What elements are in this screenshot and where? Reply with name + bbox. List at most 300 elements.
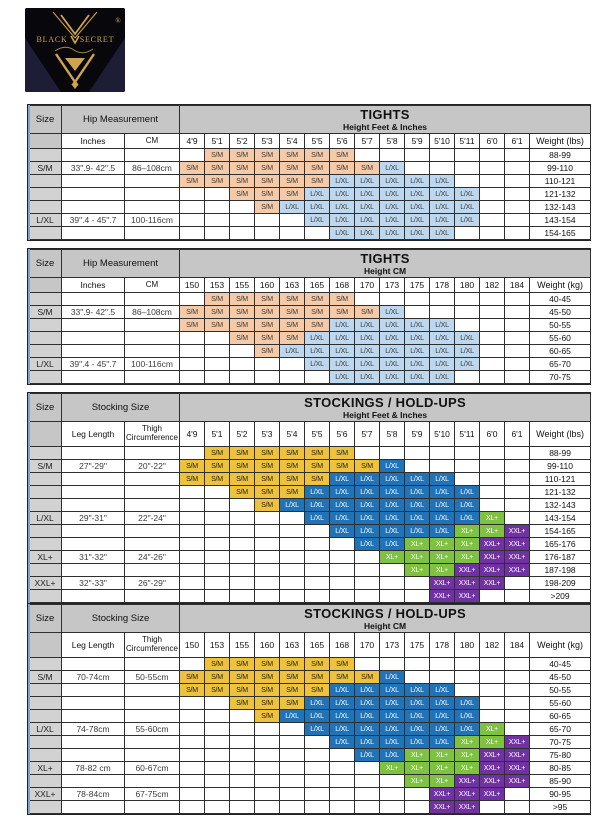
measure-value-cell: 55-60cm — [125, 723, 180, 736]
grid-cell — [505, 447, 530, 460]
grid-cell — [455, 149, 480, 162]
grid-cell: S/M — [280, 149, 305, 162]
measure-value-cell — [62, 697, 125, 710]
table-title-block — [180, 605, 591, 633]
grid-cell: S/M — [280, 293, 305, 306]
grid-cell — [205, 486, 230, 499]
grid-cell: S/M — [180, 473, 205, 486]
grid-cell: XXL+ — [455, 564, 480, 577]
grid-cell: L/XL — [355, 512, 380, 525]
measure-value-cell: 86–108cm — [125, 162, 180, 175]
grid-cell — [180, 345, 205, 358]
measure-value-cell: 33".9- 42".5 — [62, 162, 125, 175]
grid-cell: L/XL — [455, 345, 480, 358]
weight-value-cell: 40-45 — [530, 293, 591, 306]
grid-cell: S/M — [205, 293, 230, 306]
height-header: 5'10 — [430, 422, 455, 447]
grid-cell: L/XL — [305, 710, 330, 723]
grid-cell: L/XL — [430, 358, 455, 371]
grid-cell — [230, 201, 255, 214]
grid-cell — [280, 564, 305, 577]
grid-cell — [505, 658, 530, 671]
grid-cell — [355, 293, 380, 306]
grid-cell — [255, 775, 280, 788]
measure-value-cell: 100-116cm — [125, 214, 180, 227]
table-row — [29, 332, 591, 345]
grid-cell — [505, 473, 530, 486]
grid-cell — [180, 762, 205, 775]
grid-cell — [455, 371, 480, 384]
height-header: 5'1 — [205, 422, 230, 447]
grid-cell — [330, 538, 355, 551]
grid-cell — [505, 188, 530, 201]
height-header: 5'9 — [405, 422, 430, 447]
grid-cell — [180, 188, 205, 201]
grid-cell — [430, 460, 455, 473]
grid-cell: L/XL — [380, 486, 405, 499]
grid-cell: L/XL — [455, 512, 480, 525]
table-stockings-cm — [28, 604, 590, 814]
weight-value-cell: 154-165 — [530, 227, 591, 240]
measure-value-cell — [62, 486, 125, 499]
grid-cell — [455, 293, 480, 306]
height-header: 165 — [305, 278, 330, 293]
grid-cell — [455, 473, 480, 486]
grid-cell — [305, 788, 330, 801]
table-title-block — [180, 394, 591, 422]
grid-cell: L/XL — [455, 188, 480, 201]
measure-value-cell: 20"-22" — [125, 460, 180, 473]
measure-value-cell — [125, 473, 180, 486]
grid-cell: L/XL — [330, 319, 355, 332]
table-row — [29, 564, 591, 577]
grid-cell — [255, 214, 280, 227]
size-label-cell — [29, 319, 62, 332]
grid-cell: L/XL — [380, 473, 405, 486]
grid-cell — [180, 801, 205, 814]
weight-value-cell: 40-45 — [530, 658, 591, 671]
grid-cell: S/M — [330, 149, 355, 162]
weight-value-cell: 60-65 — [530, 710, 591, 723]
height-header: 155 — [230, 633, 255, 658]
grid-cell — [230, 358, 255, 371]
grid-cell — [505, 710, 530, 723]
grid-cell: S/M — [255, 306, 280, 319]
grid-cell: XXL+ — [505, 736, 530, 749]
size-label-cell: S/M — [29, 162, 62, 175]
grid-cell: S/M — [180, 671, 205, 684]
height-header: 170 — [355, 633, 380, 658]
grid-cell: S/M — [205, 306, 230, 319]
measure-col-header: CM — [125, 134, 180, 149]
grid-cell — [205, 577, 230, 590]
height-header: 160 — [255, 633, 280, 658]
grid-cell — [230, 345, 255, 358]
measure-value-cell: 31"-32" — [62, 551, 125, 564]
grid-cell: S/M — [255, 293, 280, 306]
grid-cell: S/M — [305, 149, 330, 162]
grid-cell: S/M — [180, 306, 205, 319]
grid-cell — [205, 551, 230, 564]
grid-cell — [480, 684, 505, 697]
size-label-cell — [29, 775, 62, 788]
grid-cell — [505, 512, 530, 525]
grid-cell — [280, 214, 305, 227]
grid-cell: L/XL — [430, 486, 455, 499]
table-row — [29, 175, 591, 188]
grid-cell — [205, 788, 230, 801]
grid-cell: L/XL — [405, 332, 430, 345]
grid-cell: L/XL — [330, 214, 355, 227]
table-row — [29, 801, 591, 814]
grid-cell: L/XL — [380, 201, 405, 214]
grid-cell: S/M — [330, 306, 355, 319]
grid-cell — [480, 710, 505, 723]
table-row — [29, 227, 591, 240]
table-row — [29, 473, 591, 486]
grid-cell: S/M — [330, 658, 355, 671]
grid-cell: S/M — [255, 473, 280, 486]
grid-cell — [380, 788, 405, 801]
grid-cell: XL+ — [455, 762, 480, 775]
grid-cell: L/XL — [380, 332, 405, 345]
measure-value-cell: 70-74cm — [62, 671, 125, 684]
grid-cell: L/XL — [305, 201, 330, 214]
table-row — [29, 749, 591, 762]
weight-value-cell: 90-95 — [530, 788, 591, 801]
measure-col-header: Thigh Circumference — [125, 633, 180, 658]
measure-value-cell: 27"-29" — [62, 460, 125, 473]
grid-cell — [205, 525, 230, 538]
grid-cell — [305, 775, 330, 788]
grid-cell: S/M — [330, 162, 355, 175]
grid-cell: L/XL — [430, 201, 455, 214]
grid-cell — [405, 671, 430, 684]
weight-value-cell: 75-80 — [530, 749, 591, 762]
measure-value-cell: 100-116cm — [125, 358, 180, 371]
table-row — [29, 293, 591, 306]
grid-cell — [180, 293, 205, 306]
grid-cell: L/XL — [305, 512, 330, 525]
measure-value-cell — [62, 590, 125, 603]
grid-cell — [180, 332, 205, 345]
weight-value-cell: 176-187 — [530, 551, 591, 564]
grid-cell — [230, 736, 255, 749]
grid-cell — [505, 175, 530, 188]
measure-value-cell — [62, 319, 125, 332]
grid-cell — [505, 345, 530, 358]
grid-cell: S/M — [280, 473, 305, 486]
size-label-cell — [29, 749, 62, 762]
grid-cell: XXL+ — [505, 525, 530, 538]
grid-cell: S/M — [205, 473, 230, 486]
grid-cell: L/XL — [330, 697, 355, 710]
grid-cell: L/XL — [330, 710, 355, 723]
height-header: 173 — [380, 278, 405, 293]
size-label-cell: L/XL — [29, 512, 62, 525]
grid-cell: L/XL — [305, 486, 330, 499]
height-header: 5'2 — [230, 134, 255, 149]
weight-value-cell: 45-50 — [530, 671, 591, 684]
grid-cell — [180, 710, 205, 723]
grid-cell: L/XL — [305, 723, 330, 736]
grid-cell: S/M — [230, 319, 255, 332]
grid-cell: L/XL — [430, 525, 455, 538]
grid-cell — [255, 736, 280, 749]
grid-cell: L/XL — [380, 499, 405, 512]
grid-cell: L/XL — [430, 227, 455, 240]
measure-value-cell — [125, 775, 180, 788]
grid-cell: L/XL — [455, 723, 480, 736]
grid-cell: L/XL — [355, 345, 380, 358]
grid-cell — [480, 460, 505, 473]
grid-cell: S/M — [280, 188, 305, 201]
table-row — [29, 710, 591, 723]
height-header: 5'7 — [355, 134, 380, 149]
grid-cell: S/M — [305, 460, 330, 473]
grid-cell: S/M — [355, 460, 380, 473]
grid-cell — [180, 499, 205, 512]
grid-cell: L/XL — [405, 723, 430, 736]
height-header: 5'4 — [280, 422, 305, 447]
grid-cell: S/M — [280, 684, 305, 697]
size-column-header: Size — [29, 605, 62, 633]
grid-cell: XL+ — [480, 723, 505, 736]
grid-cell — [280, 590, 305, 603]
grid-cell: S/M — [305, 671, 330, 684]
grid-cell — [380, 590, 405, 603]
grid-cell — [180, 149, 205, 162]
grid-cell — [180, 749, 205, 762]
grid-cell — [480, 332, 505, 345]
grid-cell — [180, 658, 205, 671]
grid-cell: L/XL — [455, 201, 480, 214]
size-table — [28, 105, 591, 240]
grid-cell: XL+ — [430, 551, 455, 564]
size-column-header: Size — [29, 106, 62, 134]
grid-cell: L/XL — [330, 358, 355, 371]
grid-cell: S/M — [230, 473, 255, 486]
height-header: 178 — [430, 633, 455, 658]
measure-value-cell — [125, 293, 180, 306]
grid-cell — [405, 460, 430, 473]
grid-cell: S/M — [255, 684, 280, 697]
table-title: STOCKINGS / HOLD-UPS — [304, 395, 466, 410]
height-header: 182 — [480, 278, 505, 293]
grid-cell: L/XL — [380, 188, 405, 201]
weight-header: Weight (lbs) — [530, 422, 591, 447]
grid-cell: L/XL — [380, 460, 405, 473]
grid-cell — [255, 371, 280, 384]
table-row — [29, 788, 591, 801]
grid-cell: L/XL — [355, 175, 380, 188]
grid-cell — [355, 801, 380, 814]
grid-cell — [405, 801, 430, 814]
weight-value-cell: 187-198 — [530, 564, 591, 577]
grid-cell — [205, 227, 230, 240]
measure-value-cell — [62, 345, 125, 358]
height-header: 5'10 — [430, 134, 455, 149]
measure-value-cell — [125, 332, 180, 345]
measure-value-cell — [125, 345, 180, 358]
grid-cell: L/XL — [455, 486, 480, 499]
grid-cell — [280, 762, 305, 775]
grid-cell: L/XL — [380, 162, 405, 175]
size-label-cell — [29, 486, 62, 499]
grid-cell: XL+ — [380, 762, 405, 775]
table-row — [29, 201, 591, 214]
grid-cell: L/XL — [355, 736, 380, 749]
grid-cell: L/XL — [380, 227, 405, 240]
grid-cell — [230, 590, 255, 603]
measure-col-header: Inches — [62, 278, 125, 293]
height-header: 180 — [455, 278, 480, 293]
grid-cell — [505, 214, 530, 227]
grid-cell — [505, 671, 530, 684]
grid-cell: L/XL — [430, 684, 455, 697]
grid-cell — [505, 162, 530, 175]
measure-value-cell — [62, 525, 125, 538]
grid-cell — [205, 538, 230, 551]
grid-cell: XXL+ — [480, 749, 505, 762]
measure-value-cell — [62, 149, 125, 162]
grid-cell: S/M — [230, 658, 255, 671]
size-label-cell — [29, 227, 62, 240]
height-header: 150 — [180, 278, 205, 293]
grid-cell: L/XL — [455, 358, 480, 371]
table-title: STOCKINGS / HOLD-UPS — [304, 606, 466, 621]
table-row — [29, 684, 591, 697]
grid-cell: L/XL — [405, 371, 430, 384]
height-header: 168 — [330, 633, 355, 658]
grid-cell: S/M — [330, 460, 355, 473]
grid-cell — [205, 697, 230, 710]
grid-cell — [205, 214, 230, 227]
measure-value-cell — [62, 201, 125, 214]
grid-cell: XXL+ — [480, 762, 505, 775]
grid-cell: XL+ — [455, 538, 480, 551]
grid-cell — [480, 447, 505, 460]
measure-value-cell — [62, 684, 125, 697]
size-label-cell: XXL+ — [29, 577, 62, 590]
height-header: 5'5 — [305, 422, 330, 447]
grid-cell: XXL+ — [480, 775, 505, 788]
height-header: 6'1 — [505, 134, 530, 149]
weight-value-cell: 65-70 — [530, 723, 591, 736]
grid-cell — [480, 162, 505, 175]
grid-cell: S/M — [355, 671, 380, 684]
size-label-cell — [29, 538, 62, 551]
grid-cell — [355, 564, 380, 577]
grid-cell: S/M — [255, 710, 280, 723]
grid-cell: L/XL — [280, 499, 305, 512]
grid-cell — [505, 486, 530, 499]
measure-col-header: Inches — [62, 134, 125, 149]
grid-cell: XXL+ — [455, 590, 480, 603]
grid-cell: XXL+ — [455, 801, 480, 814]
table-row — [29, 358, 591, 371]
grid-cell — [280, 577, 305, 590]
grid-cell: L/XL — [330, 499, 355, 512]
grid-cell: S/M — [205, 684, 230, 697]
measure-value-cell — [125, 538, 180, 551]
grid-cell: XXL+ — [505, 775, 530, 788]
weight-value-cell: 132-143 — [530, 499, 591, 512]
weight-header: Weight (kg) — [530, 278, 591, 293]
grid-cell: S/M — [330, 671, 355, 684]
grid-cell — [405, 162, 430, 175]
measure-value-cell: 24"-26" — [125, 551, 180, 564]
weight-value-cell: 154-165 — [530, 525, 591, 538]
grid-cell — [255, 512, 280, 525]
measure-value-cell — [125, 149, 180, 162]
grid-cell — [480, 306, 505, 319]
grid-cell — [455, 306, 480, 319]
grid-cell: L/XL — [405, 473, 430, 486]
grid-cell — [305, 371, 330, 384]
grid-cell: S/M — [230, 486, 255, 499]
grid-cell: S/M — [280, 319, 305, 332]
grid-cell — [230, 788, 255, 801]
grid-cell — [305, 801, 330, 814]
grid-cell — [505, 332, 530, 345]
grid-cell — [180, 447, 205, 460]
measure-value-cell: 32"-33" — [62, 577, 125, 590]
grid-cell — [480, 486, 505, 499]
grid-cell — [230, 775, 255, 788]
grid-cell: L/XL — [305, 188, 330, 201]
grid-cell — [180, 736, 205, 749]
grid-cell: L/XL — [430, 214, 455, 227]
corner-spacer — [29, 633, 62, 658]
table-row — [29, 371, 591, 384]
grid-cell: L/XL — [330, 188, 355, 201]
grid-cell: S/M — [230, 671, 255, 684]
grid-cell: L/XL — [430, 473, 455, 486]
brand-emblem-icon — [25, 8, 125, 92]
measure-value-cell: 50-55cm — [125, 671, 180, 684]
grid-cell — [255, 358, 280, 371]
grid-cell — [180, 227, 205, 240]
corner-spacer — [29, 134, 62, 149]
grid-cell — [280, 551, 305, 564]
grid-cell — [180, 214, 205, 227]
grid-cell: S/M — [255, 332, 280, 345]
grid-cell: S/M — [255, 697, 280, 710]
table-row — [29, 162, 591, 175]
grid-cell: L/XL — [380, 749, 405, 762]
grid-cell: XXL+ — [430, 801, 455, 814]
grid-cell — [405, 306, 430, 319]
grid-cell: L/XL — [405, 319, 430, 332]
grid-cell — [180, 590, 205, 603]
weight-value-cell: 143-154 — [530, 512, 591, 525]
grid-cell — [205, 512, 230, 525]
grid-cell — [255, 577, 280, 590]
height-header: 153 — [205, 633, 230, 658]
grid-cell: L/XL — [280, 345, 305, 358]
grid-cell: XL+ — [480, 525, 505, 538]
grid-cell — [505, 684, 530, 697]
grid-cell: L/XL — [430, 697, 455, 710]
measure-value-cell — [62, 227, 125, 240]
grid-cell: S/M — [230, 697, 255, 710]
grid-cell — [480, 227, 505, 240]
grid-cell: L/XL — [330, 345, 355, 358]
grid-cell — [380, 577, 405, 590]
grid-cell: S/M — [230, 684, 255, 697]
grid-cell: XXL+ — [505, 538, 530, 551]
